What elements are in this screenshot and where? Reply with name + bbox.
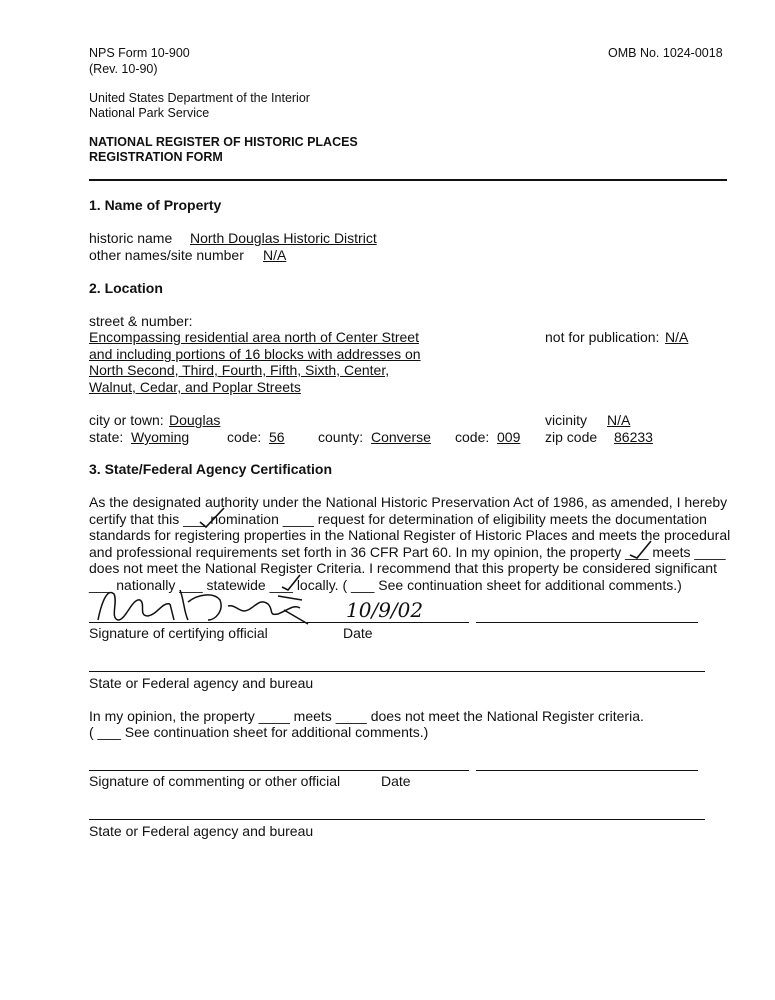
omb-number: OMB No. 1024-0018 xyxy=(608,46,723,60)
street-line: Encompassing residential area north of Center Street xyxy=(89,329,419,345)
comment-signature-line-right xyxy=(476,770,698,771)
certification-line: does not meet the National Register Criteria. I recommend that this property be considered significant xyxy=(89,560,717,576)
certification-line: ___ nationally ___ statewide ___ locally. ( ___ See continuation sheet for additional comments.) xyxy=(89,577,682,593)
certifying-date-label: Date xyxy=(343,625,373,641)
section3-heading: 3. State/Federal Agency Certification xyxy=(89,461,332,477)
commenting-date-label: Date xyxy=(381,773,411,789)
opinion-line: In my opinion, the property ____ meets ____ does not meet the National Register criteria. xyxy=(89,708,644,724)
county-label: county: xyxy=(318,429,364,445)
signature-line-right xyxy=(476,622,698,623)
city-label: city or town: xyxy=(89,412,164,428)
certifying-signature-label: Signature of certifying official xyxy=(89,625,268,641)
street-label: street & number: xyxy=(89,313,193,329)
state-label: state: xyxy=(89,429,124,445)
agency-label: State or Federal agency and bureau xyxy=(89,675,314,691)
street-line: and including portions of 16 blocks with addresses on xyxy=(89,346,421,362)
commenting-signature-label: Signature of commenting or other official xyxy=(89,773,341,789)
other-names-label: other names/site number xyxy=(89,247,244,263)
form-subtitle: REGISTRATION FORM xyxy=(89,150,223,164)
zip-value: 86233 xyxy=(614,429,653,445)
street-line: Walnut, Cedar, and Poplar Streets xyxy=(89,379,301,395)
county-code-value: 009 xyxy=(497,429,521,445)
form-revision: (Rev. 10-90) xyxy=(89,62,158,76)
street-line: North Second, Third, Fourth, Fifth, Sixth, Center, xyxy=(89,362,390,378)
header-divider xyxy=(89,179,727,181)
signed-date: 10/9/02 xyxy=(346,598,424,622)
continuation-line: ( ___ See continuation sheet for additional comments.) xyxy=(89,724,429,740)
section1-heading: 1. Name of Property xyxy=(89,197,222,213)
form-number: NPS Form 10-900 xyxy=(89,46,190,60)
vicinity-value: N/A xyxy=(607,412,631,428)
nfp-value: N/A xyxy=(665,329,689,345)
section2-heading: 2. Location xyxy=(89,280,163,296)
other-names-value: N/A xyxy=(263,247,287,263)
state-code-value: 56 xyxy=(269,429,285,445)
certification-line: As the designated authority under the National Historic Preservation Act of 1986, as amended, I hereby xyxy=(89,494,728,510)
signature-line xyxy=(89,622,469,623)
historic-name-value: North Douglas Historic District xyxy=(190,230,377,246)
comment-signature-line xyxy=(89,770,469,771)
historic-name-label: historic name xyxy=(89,230,173,246)
certification-line: certify that this ___ nomination ____ request for determination of eligibility meets the documentation xyxy=(89,511,707,527)
state-value: Wyoming xyxy=(131,429,190,445)
agency: National Park Service xyxy=(89,106,210,120)
form-title: NATIONAL REGISTER OF HISTORIC PLACES xyxy=(89,135,358,149)
state-code-label: code: xyxy=(227,429,262,445)
county-value: Converse xyxy=(371,429,431,445)
county-code-label: code: xyxy=(455,429,490,445)
certification-line: standards for registering properties in the National Register of Historic Places and meets the procedural xyxy=(89,527,731,543)
department: United States Department of the Interior xyxy=(89,91,310,105)
certification-line: and professional requirements set forth in 36 CFR Part 60. In my opinion, the property ___ meets ____ xyxy=(89,544,726,560)
agency-line-2 xyxy=(89,819,705,820)
city-value: Douglas xyxy=(169,412,221,428)
agency-line xyxy=(89,671,705,672)
nfp-label: not for publication: xyxy=(545,329,660,345)
zip-label: zip code xyxy=(545,429,598,445)
vicinity-label: vicinity xyxy=(545,412,588,428)
agency-label-2: State or Federal agency and bureau xyxy=(89,823,314,839)
